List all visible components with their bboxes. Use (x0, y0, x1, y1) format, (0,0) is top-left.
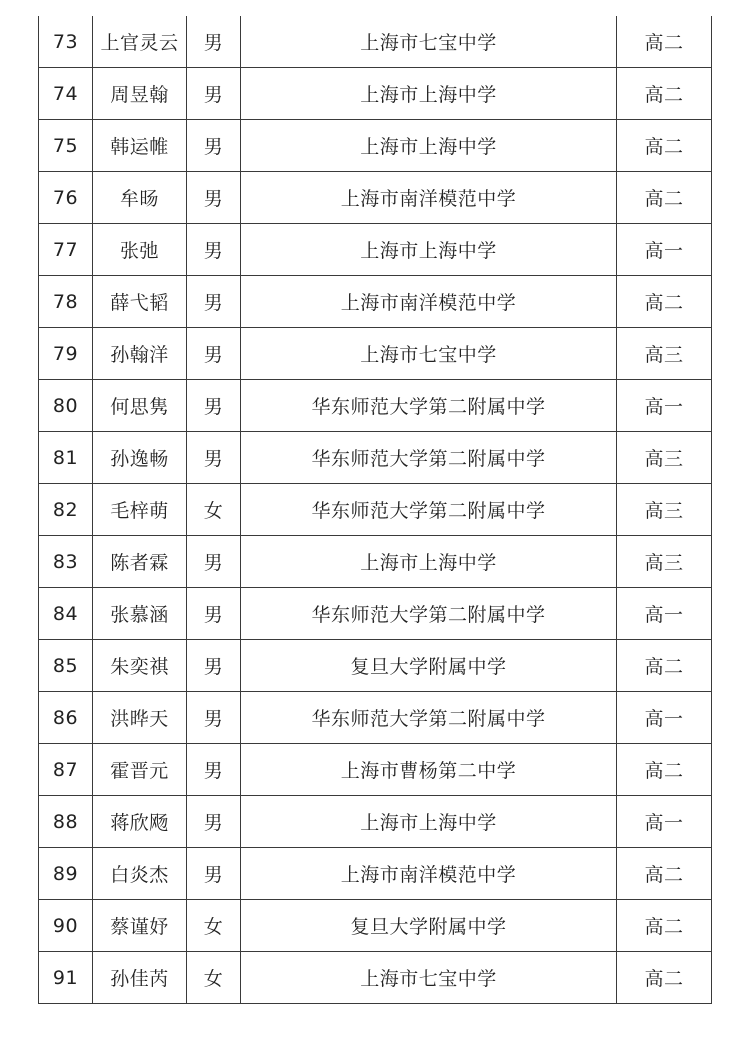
student-name: 韩运帷 (93, 120, 187, 172)
student-name: 蒋欣飏 (93, 796, 187, 848)
table-row (39, 432, 712, 484)
row-number: 91 (39, 952, 93, 1004)
student-grade: 高三 (617, 536, 712, 588)
student-grade: 高二 (617, 276, 712, 328)
student-school: 上海市上海中学 (241, 796, 617, 848)
row-number: 88 (39, 796, 93, 848)
student-name: 张弛 (93, 224, 187, 276)
student-school: 上海市七宝中学 (241, 952, 617, 1004)
student-gender: 男 (187, 848, 241, 900)
student-school: 上海市上海中学 (241, 120, 617, 172)
student-name: 朱奕祺 (93, 640, 187, 692)
student-gender: 男 (187, 16, 241, 68)
student-grade: 高一 (617, 692, 712, 744)
student-school: 上海市上海中学 (241, 224, 617, 276)
student-gender: 男 (187, 796, 241, 848)
row-number: 74 (39, 68, 93, 120)
student-gender: 男 (187, 536, 241, 588)
student-name: 陈者霖 (93, 536, 187, 588)
student-gender: 男 (187, 276, 241, 328)
table-row (39, 68, 712, 120)
table-row (39, 952, 712, 1004)
table-row (39, 328, 712, 380)
student-grade: 高一 (617, 380, 712, 432)
student-school: 华东师范大学第二附属中学 (241, 588, 617, 640)
student-school: 上海市南洋模范中学 (241, 172, 617, 224)
student-name: 上官灵云 (93, 16, 187, 68)
row-number: 83 (39, 536, 93, 588)
row-number: 81 (39, 432, 93, 484)
table-row (39, 380, 712, 432)
student-name: 张慕涵 (93, 588, 187, 640)
student-name: 薛弋韬 (93, 276, 187, 328)
student-school: 华东师范大学第二附属中学 (241, 484, 617, 536)
row-number: 86 (39, 692, 93, 744)
row-number: 79 (39, 328, 93, 380)
table-row (39, 172, 712, 224)
student-grade: 高二 (617, 120, 712, 172)
row-number: 87 (39, 744, 93, 796)
student-gender: 女 (187, 952, 241, 1004)
student-school: 复旦大学附属中学 (241, 640, 617, 692)
student-gender: 男 (187, 640, 241, 692)
row-number: 73 (39, 16, 93, 68)
student-grade: 高二 (617, 172, 712, 224)
student-grade: 高二 (617, 744, 712, 796)
student-grade: 高三 (617, 328, 712, 380)
student-school: 华东师范大学第二附属中学 (241, 380, 617, 432)
student-grade: 高一 (617, 588, 712, 640)
student-school: 上海市上海中学 (241, 536, 617, 588)
table-row (39, 692, 712, 744)
table-row (39, 16, 712, 68)
roster-sheet (38, 16, 711, 1004)
student-grade: 高二 (617, 900, 712, 952)
row-number: 76 (39, 172, 93, 224)
table-row (39, 120, 712, 172)
table-row (39, 536, 712, 588)
table-row (39, 744, 712, 796)
row-number: 89 (39, 848, 93, 900)
student-gender: 男 (187, 172, 241, 224)
student-grade: 高三 (617, 432, 712, 484)
table-row (39, 848, 712, 900)
student-gender: 男 (187, 380, 241, 432)
student-school: 上海市南洋模范中学 (241, 848, 617, 900)
student-school: 上海市七宝中学 (241, 16, 617, 68)
student-gender: 男 (187, 432, 241, 484)
table-row (39, 276, 712, 328)
student-school: 华东师范大学第二附属中学 (241, 432, 617, 484)
student-gender: 男 (187, 224, 241, 276)
student-gender: 男 (187, 692, 241, 744)
student-school: 上海市上海中学 (241, 68, 617, 120)
student-roster-table (38, 16, 712, 1004)
student-gender: 女 (187, 900, 241, 952)
student-name: 白炎杰 (93, 848, 187, 900)
student-school: 上海市南洋模范中学 (241, 276, 617, 328)
student-name: 孙佳芮 (93, 952, 187, 1004)
student-grade: 高二 (617, 848, 712, 900)
student-grade: 高二 (617, 640, 712, 692)
student-grade: 高二 (617, 68, 712, 120)
student-school: 上海市七宝中学 (241, 328, 617, 380)
table-row (39, 640, 712, 692)
student-gender: 女 (187, 484, 241, 536)
table-row (39, 588, 712, 640)
row-number: 75 (39, 120, 93, 172)
row-number: 77 (39, 224, 93, 276)
table-row (39, 224, 712, 276)
student-name: 孙逸畅 (93, 432, 187, 484)
student-grade: 高二 (617, 16, 712, 68)
student-name: 蔡谨妤 (93, 900, 187, 952)
table-row (39, 900, 712, 952)
row-number: 90 (39, 900, 93, 952)
row-number: 85 (39, 640, 93, 692)
student-name: 牟旸 (93, 172, 187, 224)
student-name: 周昱翰 (93, 68, 187, 120)
student-gender: 男 (187, 120, 241, 172)
student-school: 复旦大学附属中学 (241, 900, 617, 952)
student-name: 洪晔天 (93, 692, 187, 744)
student-school: 上海市曹杨第二中学 (241, 744, 617, 796)
row-number: 78 (39, 276, 93, 328)
table-row (39, 484, 712, 536)
student-name: 孙翰洋 (93, 328, 187, 380)
student-name: 霍晋元 (93, 744, 187, 796)
student-name: 毛梓萌 (93, 484, 187, 536)
row-number: 80 (39, 380, 93, 432)
student-name: 何思隽 (93, 380, 187, 432)
student-gender: 男 (187, 744, 241, 796)
student-grade: 高二 (617, 952, 712, 1004)
row-number: 84 (39, 588, 93, 640)
student-grade: 高三 (617, 484, 712, 536)
student-grade: 高一 (617, 224, 712, 276)
student-grade: 高一 (617, 796, 712, 848)
student-gender: 男 (187, 68, 241, 120)
row-number: 82 (39, 484, 93, 536)
table-row (39, 796, 712, 848)
student-gender: 男 (187, 588, 241, 640)
student-school: 华东师范大学第二附属中学 (241, 692, 617, 744)
roster-body (39, 16, 712, 1004)
student-gender: 男 (187, 328, 241, 380)
